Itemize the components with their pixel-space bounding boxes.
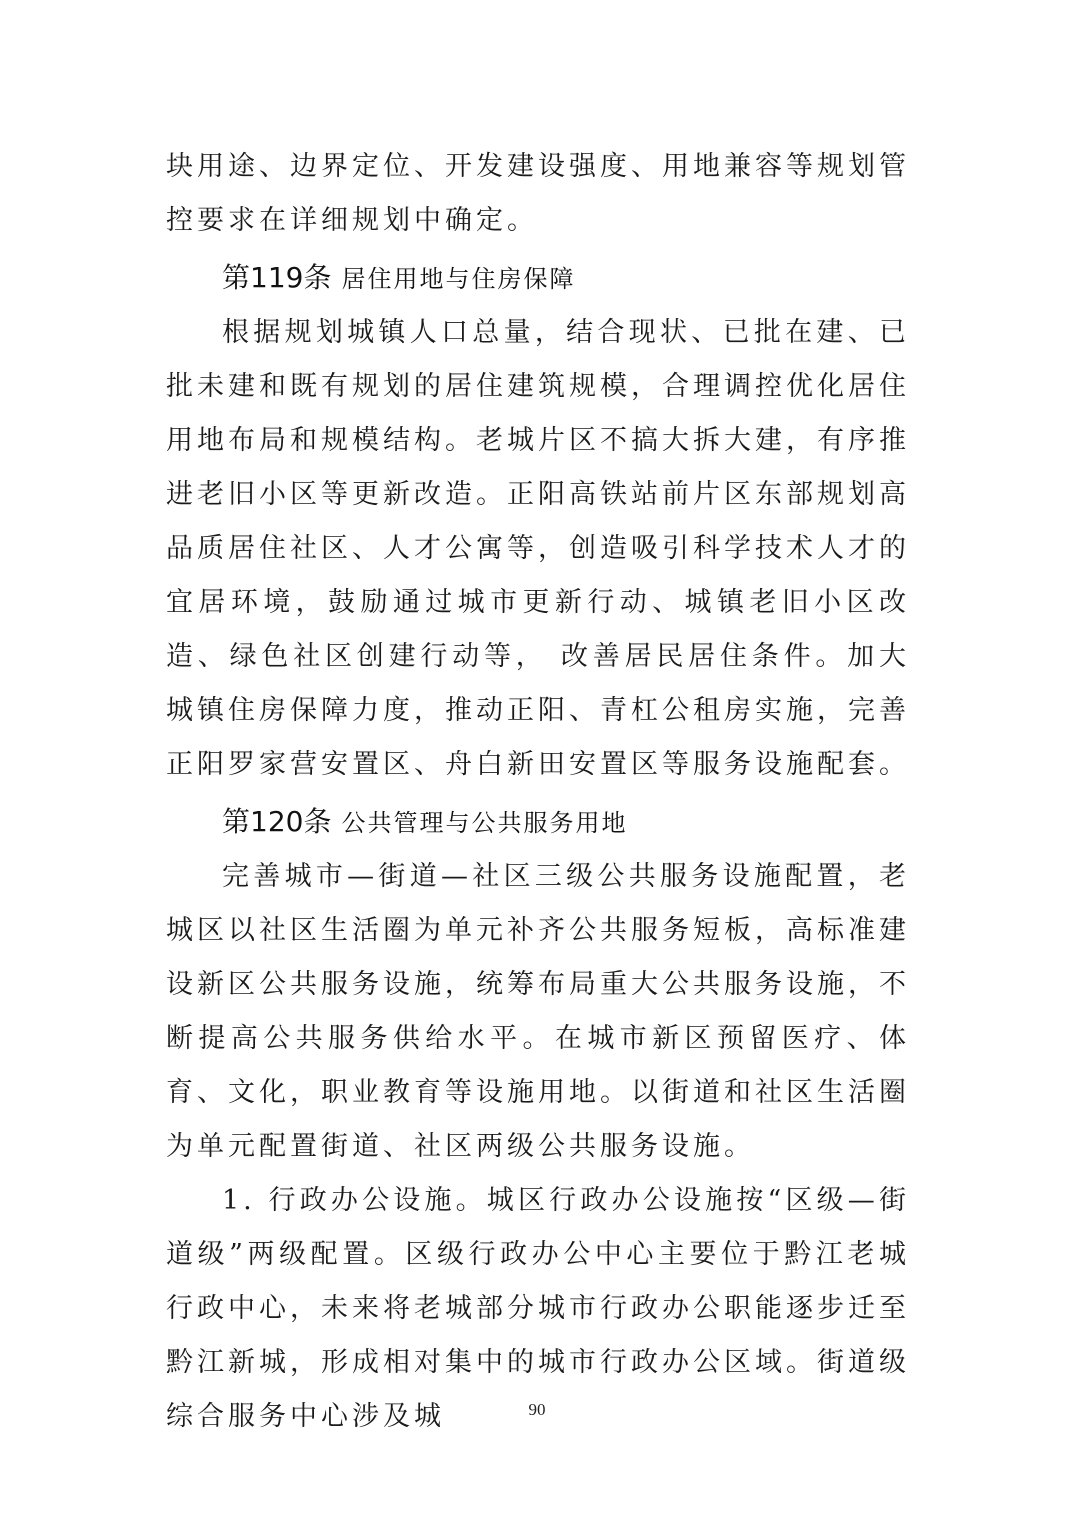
article-heading-119 [166,250,910,306]
document-body [166,140,910,1444]
article-title: 公共管理与公共服务用地 [341,809,628,837]
article-heading-120 [166,794,910,850]
article-120-paragraph-1: 完善城市—街道—社区三级公共服务设施配置，老城区以社区生活圈为单元补齐公共服务短板，高标准建设新区公共服务设施，统筹布局重大公共服务设施，不断提高公共服务供给水平。在城市新区预留医疗、体育、文化，职业教育等设施用地。以街道和社区生活圈为单元配置街道、社区两级公共服务设施。 [166,861,910,1162]
intro-paragraph: 块用途、边界定位、开发建设强度、用地兼容等规划管控要求在详细规划中确定。 [166,151,910,236]
article-number: 第119条 [222,261,332,294]
article-number: 第120条 [222,805,332,838]
page-number: 90 [528,1400,546,1419]
article-120-paragraph-2: 1. 行政办公设施。城区行政办公设施按“区级—街道级”两级配置。区级行政办公中心主要位于黔江老城行政中心，未来将老城部分城市行政办公职能逐步迁至黔江新城，形成相对集中的城市行政办公区域。街道级综合服务中心涉及城 [166,1185,910,1432]
article-119-paragraph: 根据规划城镇人口总量，结合现状、已批在建、已批未建和既有规划的居住建筑规模，合理调控优化居住用地布局和规模结构。老城片区不搞大拆大建，有序推进老旧小区等更新改造。正阳高铁站前片区东部规划高品质居住社区、人才公寓等，创造吸引科学技术人才的宜居环境，鼓励通过城市更新行动、城镇老旧小区改造、绿色社区创建行动等， 改善居民居住条件。加大城镇住房保障力度，推动正阳、青杠公租房实施，完善正阳罗家营安置区、舟白新田安置区等服务设施配套。 [166,317,910,780]
article-title: 居住用地与住房保障 [341,265,576,293]
